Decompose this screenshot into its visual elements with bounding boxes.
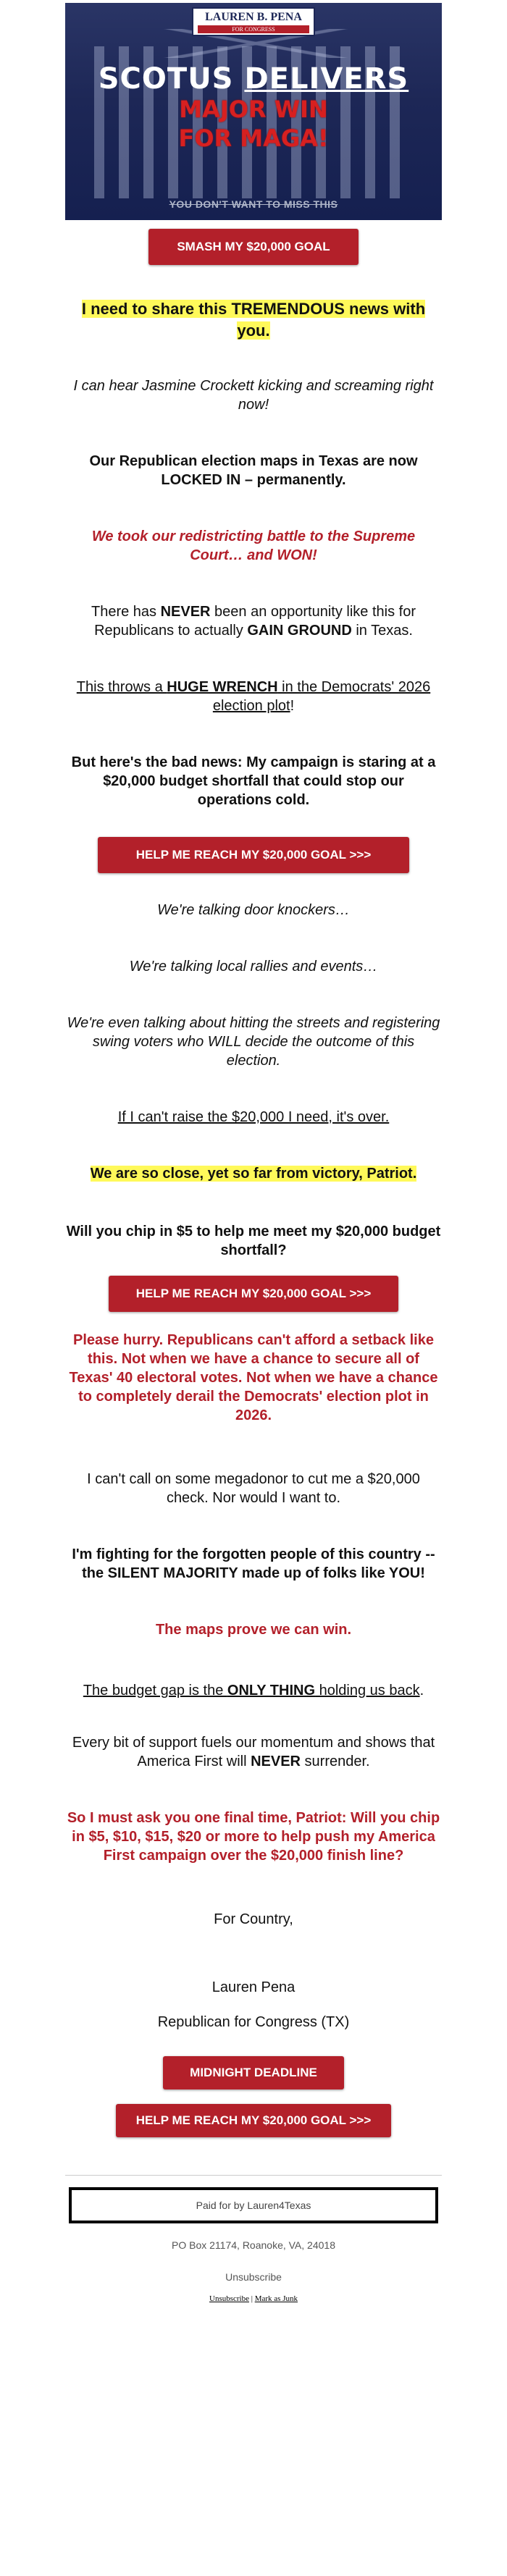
silent-majority-c: made up of folks like <box>238 1565 389 1581</box>
wrench-underlined <box>77 679 430 714</box>
budget-gap-a: The budget gap is the <box>83 1683 227 1699</box>
hero-headline-b: DELIVERS <box>244 62 409 96</box>
door-knockers-text: We're talking door knockers… <box>157 902 350 918</box>
smash-goal-button[interactable]: SMASH MY $20,000 GOAL <box>148 229 359 265</box>
wrench-d: ! <box>290 698 295 714</box>
budget-gap-d: . <box>419 1683 424 1699</box>
hero-headline <box>65 62 442 96</box>
maps-prove-text: The maps prove we can win. <box>155 1622 352 1638</box>
momentum-c: surrender. <box>300 1754 370 1769</box>
campaign-logo <box>192 7 315 36</box>
email-container <box>0 3 507 2310</box>
supreme-court-win-text: We took our redistricting battle to the Supreme Court… and WON! <box>91 529 416 563</box>
momentum-text <box>65 1733 442 1771</box>
signer-name: Lauren Pena <box>211 1979 296 1995</box>
reach-goal-button-1[interactable]: HELP ME REACH MY $20,000 GOAL >>> <box>98 837 409 873</box>
megadonor-text: I can't call on some megadonor to cut me a $20,000 check. Nor would I want to. <box>87 1471 420 1506</box>
silent-majority-text <box>65 1545 442 1583</box>
hero-headline-a: SCOTUS <box>98 62 234 96</box>
its-over-underlined: If I can't raise the $20,000 I need, it's over. <box>117 1109 390 1125</box>
please-hurry-text: Please hurry. Republicans can't afford a setback like this. Not when we have a chance to secure all of Texas' 40 electoral votes. Not when we have a chance to completely derail the Democrats' election plot in 2026. <box>69 1332 438 1423</box>
silent-majority-d: YOU <box>388 1565 421 1581</box>
hero-subheadline-1: MAJOR WIN <box>179 96 328 123</box>
footer-link-separator: | <box>249 2294 255 2303</box>
tremendous-news-text <box>65 298 442 342</box>
budget-gap-underlined <box>83 1683 420 1699</box>
hero-subheadline-2: FOR MAGA! <box>178 125 329 152</box>
its-over-text <box>65 1108 442 1127</box>
opportunity-b: NEVER <box>160 604 211 620</box>
budget-gap-c: holding us back <box>315 1683 420 1699</box>
wrench-a: This throws a <box>76 679 167 695</box>
hero-tagline <box>65 198 442 210</box>
budget-gap-b: ONLY THING <box>227 1683 316 1699</box>
paid-for-text: Paid for by Lauren4Texas <box>196 2200 311 2211</box>
reach-goal-button-2[interactable]: HELP ME REACH MY $20,000 GOAL >>> <box>109 1276 398 1312</box>
swing-voters-text: We're even talking about hitting the streets and registering swing voters who WILL decide the outcome of this election. <box>67 1015 440 1069</box>
paid-for-box <box>69 2187 438 2223</box>
mailing-address: PO Box 21174, Roanoke, VA, 24018 <box>172 2239 335 2251</box>
footer-links <box>0 2294 507 2310</box>
opportunity-e: in Texas. <box>351 623 413 639</box>
wrench-c: in the Democrats' 2026 election plot <box>212 679 431 714</box>
hero-tagline-text: YOU DON'T WANT TO MISS THIS <box>169 198 338 210</box>
opportunity-d: GAIN GROUND <box>247 623 352 639</box>
footer-divider <box>65 2175 442 2176</box>
silent-majority-a: I'm fighting for the forgotten people of this country -- the <box>72 1546 435 1581</box>
signoff-text: For Country, <box>214 1911 293 1927</box>
budget-shortfall-text: But here's the bad news: My campaign is staring at a $20,000 budget shortfall that could stop our operations cold. <box>71 754 436 808</box>
logo-subtitle: FOR CONGRESS <box>198 25 309 33</box>
mark-as-junk-link[interactable]: Mark as Junk <box>254 2294 298 2303</box>
wrench-b: HUGE WRENCH <box>167 679 278 695</box>
wrench-text <box>65 678 442 715</box>
chip-in-text: Will you chip in $5 to help me meet my $20,000 budget shortfall? <box>66 1224 441 1258</box>
unsubscribe-link[interactable]: Unsubscribe <box>225 2271 282 2283</box>
opportunity-text <box>65 602 442 640</box>
so-close-text <box>65 1164 442 1183</box>
opportunity-c: been an opportunity like this for Republicans to actually <box>94 604 416 639</box>
momentum-b: NEVER <box>251 1754 301 1769</box>
reach-goal-button-3[interactable]: HELP ME REACH MY $20,000 GOAL >>> <box>116 2104 391 2137</box>
silent-majority-b: SILENT MAJORITY <box>107 1565 238 1581</box>
crockett-text: I can hear Jasmine Crockett kicking and screaming right now! <box>73 378 434 413</box>
midnight-deadline-button[interactable]: MIDNIGHT DEADLINE <box>163 2056 344 2089</box>
signer-role: Republican for Congress (TX) <box>157 2014 350 2030</box>
final-ask-text: So I must ask you one final time, Patriot: Will you chip in $5, $10, $15, $20 or more to help push my America First campaign over the $20,000 finish line? <box>67 1810 440 1864</box>
unsubscribe-small-link[interactable]: Unsubscribe <box>209 2294 249 2303</box>
hero-banner[interactable] <box>65 3 442 220</box>
opportunity-a: There has <box>91 604 161 620</box>
silent-majority-e: ! <box>420 1565 425 1581</box>
rallies-text: We're talking local rallies and events… <box>129 959 378 975</box>
budget-gap-text <box>65 1681 442 1700</box>
so-close-highlight: We are so close, yet so far from victory, Patriot. <box>90 1166 417 1182</box>
maps-locked-text: Our Republican election maps in Texas are now LOCKED IN – permanently. <box>89 453 418 488</box>
momentum-a: Every bit of support fuels our momentum and shows that America First will <box>72 1735 435 1769</box>
logo-name: LAUREN B. PENA <box>205 11 302 23</box>
tremendous-news-highlight: I need to share this TREMENDOUS news with you. <box>81 300 426 340</box>
